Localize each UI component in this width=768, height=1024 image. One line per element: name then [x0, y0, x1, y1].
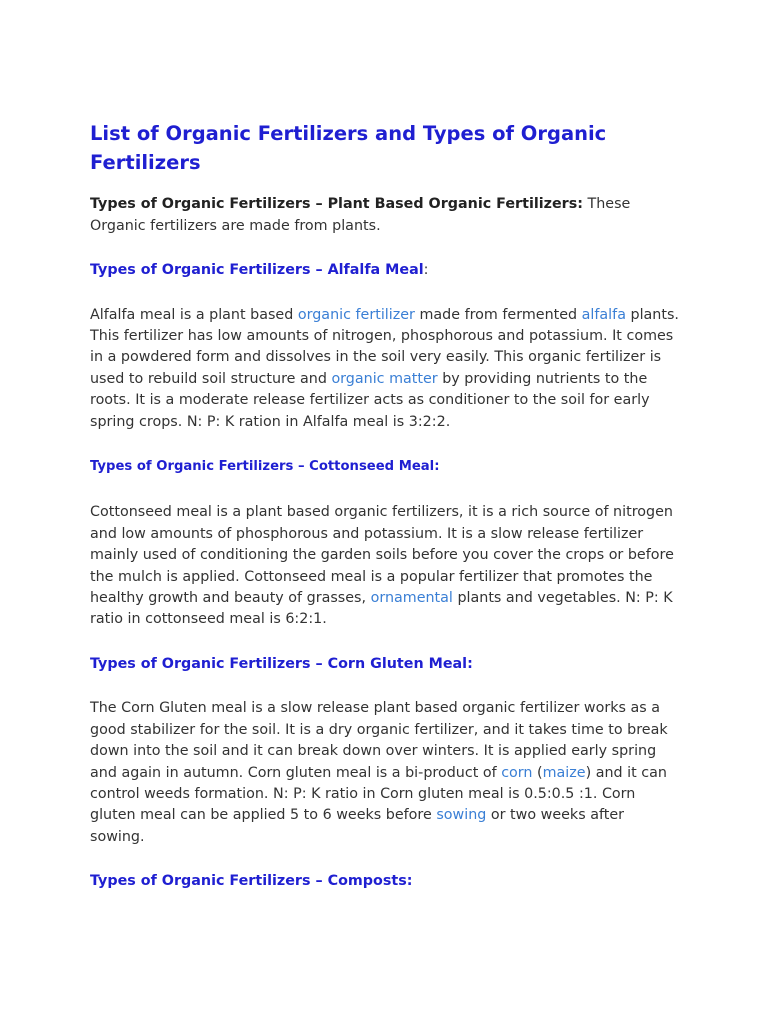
alfalfa-heading-text: Types of Organic Fertilizers – Alfalfa Meal: [90, 262, 424, 278]
alfalfa-text-1: Alfalfa meal is a plant based: [90, 306, 298, 323]
section-heading-alfalfa: [90, 260, 680, 282]
page-title: List of Organic Fertilizers and Types of Organic Fertilizers: [90, 122, 607, 174]
corn-gluten-text-3: ) and it can control weeds formation. N: P: K ratio in Corn gluten meal is 0.5:0.5 :1. Corn gluten meal can be applied 5 to 6 weeks before: [90, 764, 667, 824]
link-alfalfa[interactable]: alfalfa: [581, 306, 626, 323]
corn-gluten-text-4: or two weeks after sowing.: [90, 807, 625, 845]
section-heading-corn-gluten: Types of Organic Fertilizers – Corn Gluten Meal:: [90, 655, 473, 672]
link-maize[interactable]: maize: [542, 764, 586, 781]
corn-gluten-paragraph: [90, 698, 680, 848]
cottonseed-text-1: Cottonseed meal is a plant based organic fertilizers, it is a rich source of nitrogen and low amounts of phosphorous and potassium. It is a slow release fertilizer mainly used of conditioning the garden soils before you cover the crops or before the mulch is applied. Cottonseed meal is a popular fertilizer that promotes the healthy growth and beauty of grasses,: [90, 504, 674, 607]
alfalfa-paragraph: [90, 305, 680, 433]
corn-gluten-text-1: The Corn Gluten meal is a slow release plant based organic fertilizer works as a good stabilizer for the soil. It is a dry organic fertilizer, and it takes time to break down into the soil and it can break down over winters. It is applied early spring and again in autumn. Corn gluten meal is a bi-product of: [90, 700, 668, 781]
link-sowing[interactable]: sowing: [436, 807, 487, 824]
alfalfa-text-2: made from fermented: [414, 306, 582, 323]
corn-gluten-text-2: (: [532, 764, 543, 781]
link-ornamental[interactable]: ornamental: [370, 590, 453, 607]
intro-lead: Types of Organic Fertilizers – Plant Based Organic Fertilizers:: [90, 196, 583, 212]
alfalfa-text-4: by providing nutrients to the roots. It is a moderate release fertilizer acts as conditioner to the soil for early spring crops. N: P: K ration in Alfalfa meal is 3:2:2.: [90, 370, 650, 430]
cottonseed-text-2: plants and vegetables. N: P: K ratio in cottonseed meal is 6:2:1.: [90, 590, 673, 628]
alfalfa-heading-colon: :: [423, 262, 429, 278]
section-heading-cottonseed: Types of Organic Fertilizers – Cottonseed Meal:: [90, 458, 440, 474]
cottonseed-paragraph: [90, 502, 680, 630]
link-corn[interactable]: corn: [501, 764, 533, 781]
link-organic-fertilizer[interactable]: organic fertilizer: [297, 306, 415, 323]
intro-text: These Organic fertilizers are made from plants.: [90, 196, 631, 234]
link-organic-matter[interactable]: organic matter: [331, 370, 438, 387]
intro-paragraph: [90, 194, 680, 237]
alfalfa-text-3: plants. This fertilizer has low amounts of nitrogen, phosphorous and potassium. It comes in a powdered form and dissolves in the soil very easily. This organic fertilizer is used to rebuild soil structure and: [90, 306, 679, 387]
section-heading-composts: Types of Organic Fertilizers – Composts:: [90, 873, 413, 890]
